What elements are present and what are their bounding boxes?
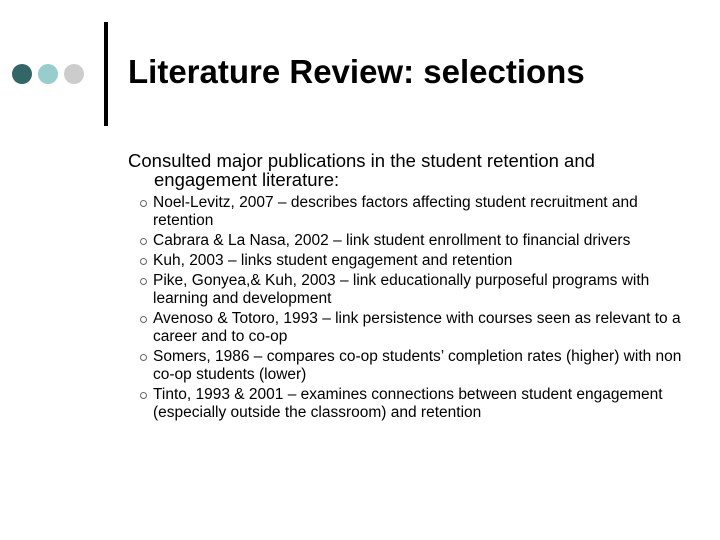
hollow-circle-icon <box>140 354 147 361</box>
list-item <box>128 386 688 422</box>
list-item-text: Pike, Gonyea,& Kuh, 2003 – link educationally purposeful programs with learning and development <box>153 272 650 307</box>
list-item <box>128 310 688 346</box>
list-item-text: Cabrara & La Nasa, 2002 – link student enrollment to financial drivers <box>153 232 631 249</box>
intro-text: Consulted major publications in the student retention and engagement literature: <box>128 150 595 190</box>
bullet-list <box>128 194 688 422</box>
list-item <box>128 194 688 230</box>
hollow-circle-icon <box>140 258 147 265</box>
list-item <box>128 348 688 384</box>
decorative-dots <box>12 64 84 84</box>
dot-gray <box>64 64 84 84</box>
list-item-text: Tinto, 1993 & 2001 – examines connections between student engagement (especially outside the classroom) and retention <box>153 386 663 421</box>
list-item-text: Kuh, 2003 – links student engagement and retention <box>153 252 513 269</box>
title-divider <box>104 22 108 126</box>
hollow-circle-icon <box>140 316 147 323</box>
slide-body <box>128 151 688 424</box>
list-item <box>128 272 688 308</box>
list-item <box>128 252 688 270</box>
dot-teal <box>38 64 58 84</box>
dot-dark <box>12 64 32 84</box>
list-item-text: Somers, 1986 – compares co-op students’ completion rates (higher) with non co-op students (lower) <box>153 348 682 383</box>
hollow-circle-icon <box>140 278 147 285</box>
list-item-text: Avenoso & Totoro, 1993 – link persistence with courses seen as relevant to a career and to co-op <box>153 310 681 345</box>
hollow-circle-icon <box>140 392 147 399</box>
hollow-circle-icon <box>140 238 147 245</box>
hollow-circle-icon <box>140 200 147 207</box>
slide-title: Literature Review: selections <box>128 53 585 90</box>
list-item <box>128 232 688 250</box>
list-item-text: Noel-Levitz, 2007 – describes factors affecting student recruitment and retention <box>153 194 638 229</box>
